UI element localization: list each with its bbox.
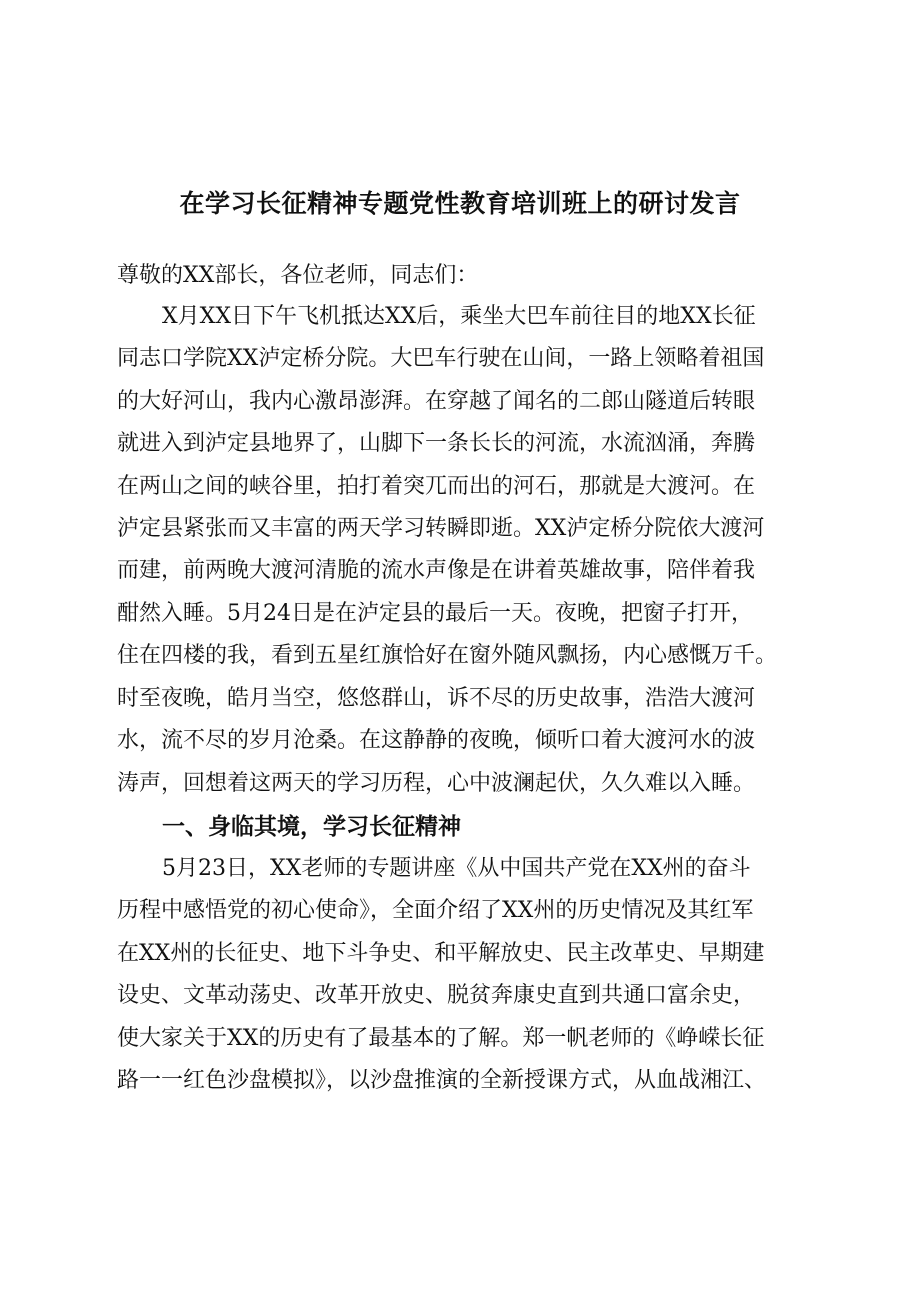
paragraph-line: 时至夜晚，皓月当空，悠悠群山，诉不尽的历史故事，浩浩大渡河 [117,686,756,711]
paragraph-line: 同志口学院XX泸定桥分院。大巴车行驶在山间，一路上领略着祖国 [117,346,765,371]
paragraph-line: 历程中感悟党的初心使命》，全面介绍了XX州的历史情况及其红军 [117,898,754,923]
paragraph-line: 在两山之间的峡谷里，拍打着突兀而出的河石，那就是大渡河。在 [117,474,756,499]
paragraph-line: 住在四楼的我，看到五星红旗恰好在窗外随风飘扬，内心感慨万千。 [117,643,778,668]
paragraph-line: 5月23日，XX老师的专题讲座《从中国共产党在XX州的奋斗 [162,856,751,881]
paragraph-line: 而建，前两晚大渡河清脆的流水声像是在讲着英雄故事，陪伴着我 [117,558,756,583]
paragraph-line: 的大好河山，我内心激昂澎湃。在穿越了闻名的二郎山隧道后转眼 [117,389,756,414]
paragraph-line: X月XX日下午飞机抵达XX后，乘坐大巴车前往目的地XX长征 [162,304,756,329]
paragraph-line: 涛声，回想着这两天的学习历程，心中波澜起伏，久久难以入睡。 [117,771,756,796]
paragraph-line: 泸定县紧张而又丰富的两天学习转瞬即逝。XX泸定桥分院依大渡河 [117,516,765,541]
salutation: 尊敬的XX部长，各位老师，同志们： [117,263,479,288]
paragraph-line: 在XX州的长征史、地下斗争史、和平解放史、民主改革史、早期建 [117,941,765,966]
paragraph-line: 使大家关于XX的历史有了最基本的了解。郑一帆老师的《峥嵘长征 [117,1026,765,1051]
document-title: 在学习长征精神专题党性教育培训班上的研讨发言 [179,189,741,218]
paragraph-line: 设史、文革动荡史、改革开放史、脱贫奔康史直到共通口富余史， [117,983,756,1008]
paragraph-line: 酣然入睡。5月24日是在泸定县的最后一天。夜晚，把窗子打开， [117,601,753,626]
paragraph-line: 路一一红色沙盘模拟》，以沙盘推演的全新授课方式，从血战湘江、 [117,1068,767,1093]
paragraph-line: 就进入到泸定县地界了，山脚下一条长长的河流，水流汹涌，奔腾 [117,431,756,456]
paragraph-line: 水，流不尽的岁月沧桑。在这静静的夜晚，倾听口着大渡河水的波 [117,728,756,753]
section-heading: 一、身临其境，学习长征精神 [162,814,461,840]
